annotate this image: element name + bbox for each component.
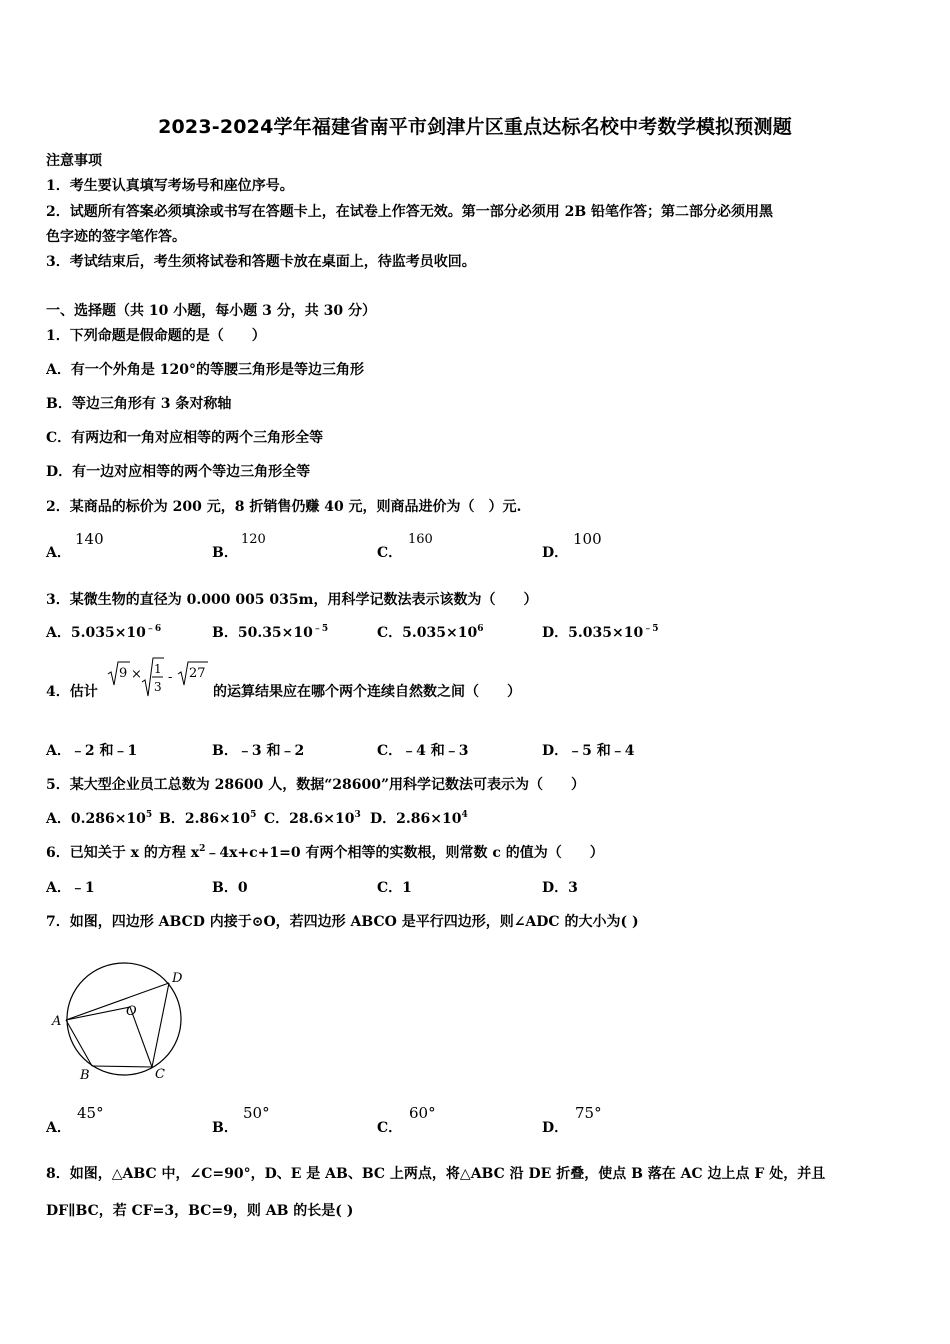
q4-option-c: C．﹣4 和﹣3 [377,743,469,759]
q7-label-d: D [172,971,183,986]
q2-value-a: 140 [75,530,104,548]
q4-root-3-value: 27 [189,666,206,681]
q7-circle-o [67,963,181,1075]
q7-letter-a: A． [46,1120,71,1136]
q3-option-d-base: D．5.035×10 [542,625,644,641]
q3-option-d [542,623,658,643]
q7-value-d: 75° [575,1104,602,1122]
q5-option-b-base: B．2.86×10 [159,811,251,827]
q4-frac-den: 3 [154,680,162,694]
q7-segment-ab [66,1020,92,1066]
q7-segment-ad [66,983,169,1020]
q4-formula [100,656,212,704]
q7-label-b: B [80,1068,90,1083]
q7-letter-c: C． [377,1120,403,1136]
section-heading: 一、选择题（共 10 小题，每小题 3 分，共 30 分） [46,303,376,319]
notice-item-1: 1．考生要认真填写考场号和座位序号。 [46,178,294,194]
q1-option-c: C．有两边和一角对应相等的两个三角形全等 [46,430,324,446]
q4-minus: - [168,670,173,685]
q3-option-d-exp: ﹣5 [643,624,659,634]
q5-option-a [46,809,152,829]
q7-value-b: 50° [243,1104,270,1122]
q2-value-c: 160 [408,532,433,547]
q4-option-d: D．﹣5 和﹣4 [542,743,635,759]
q5-option-c-base: C．28.6×10 [264,811,355,827]
q7-label-o: O [126,1004,137,1019]
q3-stem: 3．某微生物的直径为 0.000 005 035m，用科学记数法表示该数为（ ） [46,592,538,608]
q3-option-c-base: C．5.035×10 [377,625,478,641]
q5-option-d-base: D．2.86×10 [370,811,462,827]
q5-option-c-exp: 3 [354,810,361,820]
q3-option-a-exp: ﹣6 [145,624,162,634]
q6-stem [46,843,604,863]
q5-option-b [159,809,256,829]
q5-option-d-exp: 4 [461,810,468,820]
q1-option-d: D．有一边对应相等的两个等边三角形全等 [46,464,311,480]
q2-value-b: 120 [241,532,266,547]
q5-option-b-exp: 5 [250,810,257,820]
q5-stem: 5．某大型企业员工总数为 28600 人，数据“28600”用科学记数法可表示为（ ） [46,777,586,793]
q3-option-c [377,623,483,643]
q3-option-a-base: A．5.035×10 [46,625,146,641]
q5-option-a-base: A．0.286×10 [46,811,146,827]
q7-letter-b: B． [212,1120,238,1136]
q3-option-b [212,623,328,643]
q2-letter-d: D． [542,545,569,561]
notice-item-2-cont: 色字迹的签字笔作答。 [46,229,186,245]
q7-letter-d: D． [542,1120,569,1136]
q4-prefix: 4．估计 [46,684,98,700]
q2-letter-b: B． [212,545,238,561]
q4-frac-num: 1 [154,662,162,676]
q7-segment-bc [92,1066,152,1067]
q7-label-c: C [155,1067,165,1082]
q7-segment-cd [152,983,169,1067]
q7-stem: 7．如图，四边形 ABCD 内接于⊙O，若四边形 ABCO 是平行四边形，则∠ADC 的大小为( ) [46,914,639,930]
q3-option-a [46,623,161,643]
q4-times: × [131,667,142,682]
notice-item-3: 3．考试结束后，考生须将试卷和答题卡放在桌面上，待监考员收回。 [46,254,476,270]
q5-option-c [264,809,361,829]
q5-option-a-exp: 5 [145,810,153,820]
q8-stem-line-1: 8．如图，△ABC 中，∠C=90°，D、E 是 AB、BC 上两点，将△ABC 沿 DE 折叠，使点 B 落在 AC 边上点 F 处，并且 [46,1166,826,1182]
q6-option-d: D．3 [542,880,578,896]
q5-option-d [370,809,468,829]
q2-stem: 2．某商品的标价为 200 元，8 折销售仍赚 40 元，则商品进价为（ ）元. [46,499,522,515]
q7-label-a: A [52,1014,62,1029]
q6-stem-a: 6．已知关于 x 的方程 x [46,845,200,861]
page-title: 2023-2024学年福建省南平市剑津片区重点达标名校中考数学模拟预测题 [158,116,792,138]
notice-heading: 注意事项 [46,153,102,169]
q4-root-1-value: 9 [119,666,128,681]
q1-option-b: B．等边三角形有 3 条对称轴 [46,396,232,412]
q7-circle-figure [44,960,194,1085]
q7-value-a: 45° [77,1104,104,1122]
q2-letter-c: C． [377,545,403,561]
q7-value-c: 60° [409,1104,436,1122]
q1-option-a: A．有一个外角是 120°的等腰三角形是等边三角形 [46,362,364,378]
q3-option-c-exp: 6 [477,624,484,634]
q8-stem-line-2: DF∥BC，若 CF=3，BC=9，则 AB 的长是( ) [46,1203,354,1219]
q2-letter-a: A． [46,545,71,561]
q6-option-a: A．﹣1 [46,880,95,896]
notice-item-2: 2．试题所有答案必须填涂或书写在答题卡上，在试卷上作答无效。第一部分必须用 2B 铅笔作答；第二部分必须用黑 [46,204,774,220]
q4-suffix: 的运算结果应在哪个两个连续自然数之间（ ） [213,684,521,700]
q6-stem-b: ﹣4x+c+1=0 有两个相等的实数根，则常数 c 的值为（ ） [205,845,604,861]
q2-value-d: 100 [573,530,602,548]
q1-stem: 1．下列命题是假命题的是（ ） [46,328,266,344]
q6-option-b: B．0 [212,880,248,896]
q6-option-c: C．1 [377,880,412,896]
q4-option-a: A．﹣2 和﹣1 [46,743,138,759]
q6-stem-exp: 2 [199,844,206,854]
q3-option-b-base: B．50.35×10 [212,625,313,641]
q4-option-b: B．﹣3 和﹣2 [212,743,305,759]
q3-option-b-exp: ﹣5 [312,624,329,634]
